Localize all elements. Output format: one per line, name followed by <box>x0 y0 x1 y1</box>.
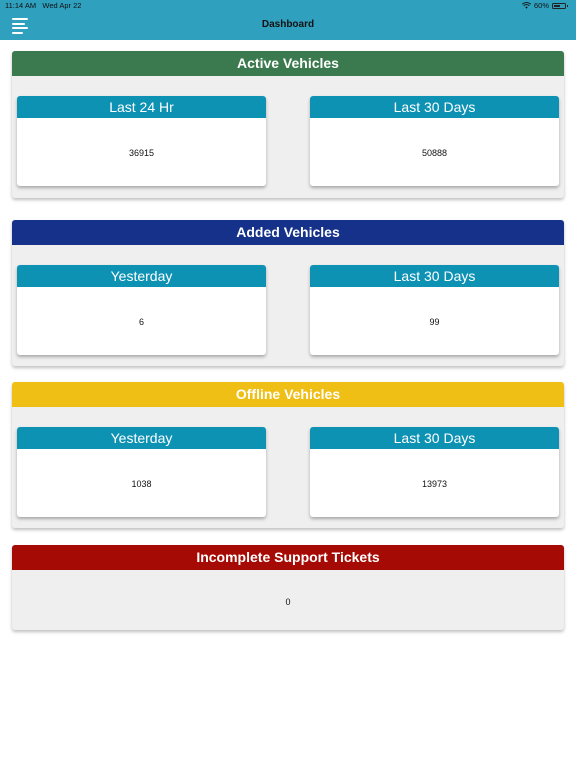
battery-fill <box>554 5 560 7</box>
active-vehicles-header: Active Vehicles <box>12 51 564 76</box>
status-date: Wed Apr 22 <box>42 1 82 10</box>
added-vehicles-section <box>12 220 564 366</box>
support-tickets-section[interactable] <box>12 545 564 630</box>
card-header: Yesterday <box>17 265 266 287</box>
card-header: Last 30 Days <box>310 427 559 449</box>
added-last-30-days-card[interactable] <box>310 265 559 355</box>
offline-yesterday-card[interactable] <box>17 427 266 517</box>
offline-vehicles-header: Offline Vehicles <box>12 382 564 407</box>
offline-last-30-days-card[interactable] <box>310 427 559 517</box>
added-vehicles-header: Added Vehicles <box>12 220 564 245</box>
card-value: 1038 <box>131 479 152 489</box>
battery-icon <box>552 3 566 9</box>
status-time-date <box>5 1 81 10</box>
card-value: 36915 <box>128 148 155 158</box>
top-bar <box>0 0 576 40</box>
card-value: 50888 <box>421 148 448 158</box>
added-yesterday-card[interactable] <box>17 265 266 355</box>
status-time: 11:14 AM <box>5 1 37 10</box>
card-value: 6 <box>138 317 144 327</box>
card-value: 99 <box>429 317 440 327</box>
card-header: Last 30 Days <box>310 265 559 287</box>
card-header: Last 30 Days <box>310 96 559 118</box>
status-indicators <box>522 1 566 10</box>
card-value: 13973 <box>421 479 448 489</box>
support-tickets-header: Incomplete Support Tickets <box>12 545 564 570</box>
card-header: Yesterday <box>17 427 266 449</box>
card-header: Last 24 Hr <box>17 96 266 118</box>
battery-percent: 60% <box>533 1 549 10</box>
offline-vehicles-section <box>12 382 564 528</box>
active-vehicles-section <box>12 51 564 198</box>
support-tickets-count: 0 <box>285 597 291 607</box>
page-title: Dashboard <box>261 19 315 30</box>
active-last-24hr-card[interactable] <box>17 96 266 186</box>
wifi-icon <box>522 2 531 9</box>
active-last-30-days-card[interactable] <box>310 96 559 186</box>
